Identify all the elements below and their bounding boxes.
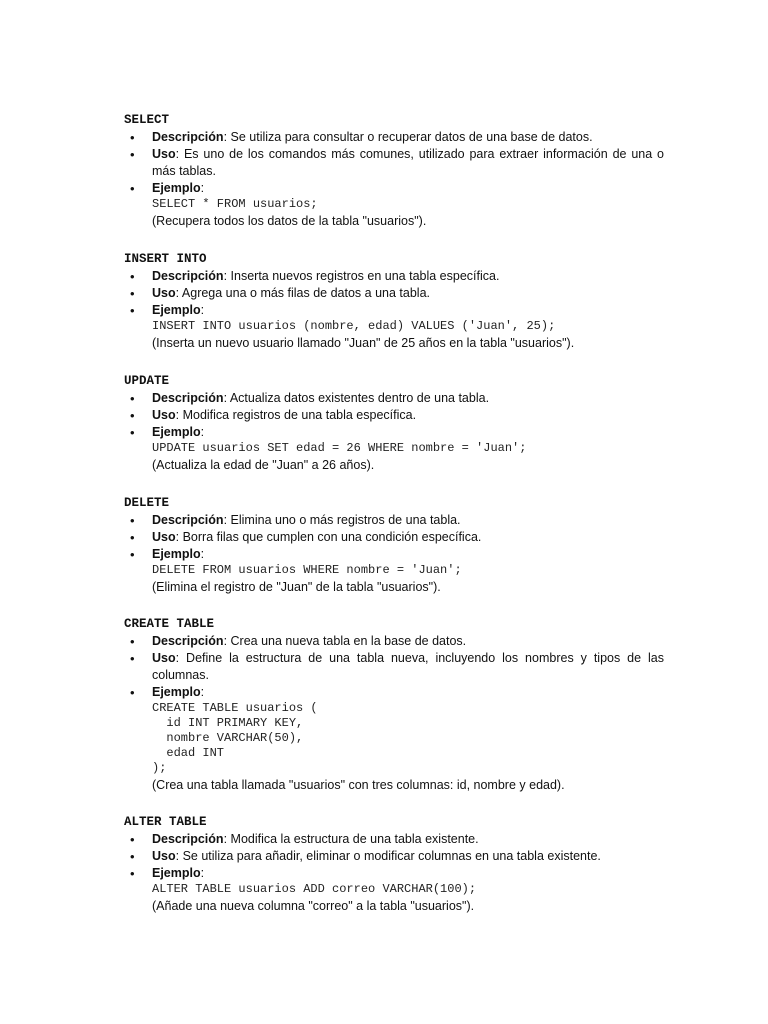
example-note: (Inserta un nuevo usuario llamado "Juan" de 25 años en la tabla "usuarios"). <box>152 336 575 350</box>
description-label: Descripción <box>152 832 224 846</box>
usage-label: Uso <box>152 147 176 161</box>
colon: : <box>223 513 228 527</box>
colon: : <box>223 832 228 846</box>
section-select <box>124 112 664 230</box>
colon: : <box>223 634 228 648</box>
command-heading: CREATE TABLE <box>124 617 215 631</box>
description-text: Inserta nuevos registros en una tabla específica. <box>230 269 500 283</box>
usage-item <box>124 407 664 424</box>
description-text: Actualiza datos existentes dentro de una tabla. <box>229 391 490 405</box>
description-item <box>124 633 664 650</box>
bullet-icon: • <box>130 832 135 847</box>
description-text: Elimina uno o más registros de una tabla. <box>230 513 461 527</box>
colon: : <box>200 547 205 561</box>
description-label: Descripción <box>152 634 224 648</box>
code-line: SELECT * FROM usuarios; <box>152 197 318 211</box>
description-item <box>124 512 664 529</box>
bullet-icon: • <box>130 303 135 318</box>
bullet-icon: • <box>130 634 135 649</box>
usage-item <box>124 650 664 684</box>
colon: : <box>223 130 228 144</box>
bullet-icon: • <box>130 547 135 562</box>
example-label: Ejemplo <box>152 181 201 195</box>
example-label: Ejemplo <box>152 866 201 880</box>
command-heading: DELETE <box>124 496 170 510</box>
usage-label: Uso <box>152 849 176 863</box>
section-delete <box>124 495 664 596</box>
example-item <box>124 302 664 319</box>
example-note: (Crea una tabla llamada "usuarios" con tres columnas: id, nombre y edad). <box>152 778 565 792</box>
example-note: (Actualiza la edad de "Juan" a 26 años). <box>152 458 375 472</box>
code-line: ALTER TABLE usuarios ADD correo VARCHAR(100); <box>152 882 477 896</box>
description-label: Descripción <box>152 130 224 144</box>
example-item <box>124 180 664 197</box>
usage-item <box>124 146 664 180</box>
example-body <box>124 319 664 352</box>
bullet-icon: • <box>130 866 135 881</box>
example-item <box>124 424 664 441</box>
bullet-icon: • <box>130 391 135 406</box>
colon: : <box>223 269 228 283</box>
example-body <box>124 197 664 230</box>
usage-text: Es uno de los comandos más comunes, utilizado para extraer información de una o más tablas. <box>152 147 664 178</box>
colon: : <box>175 651 180 665</box>
example-body <box>124 441 664 474</box>
example-item <box>124 865 664 882</box>
usage-label: Uso <box>152 408 176 422</box>
colon: : <box>200 181 205 195</box>
colon: : <box>200 425 205 439</box>
code-line: nombre VARCHAR(50), <box>152 731 304 745</box>
example-note: (Recupera todos los datos de la tabla "usuarios"). <box>152 214 427 228</box>
section-update <box>124 373 664 474</box>
bullet-icon: • <box>130 147 135 162</box>
usage-item <box>124 529 664 546</box>
code-line: UPDATE usuarios SET edad = 26 WHERE nombre = 'Juan'; <box>152 441 527 455</box>
usage-label: Uso <box>152 651 176 665</box>
command-heading: UPDATE <box>124 374 170 388</box>
code-line: CREATE TABLE usuarios ( <box>152 701 318 715</box>
colon: : <box>175 849 180 863</box>
usage-text: Modifica registros de una tabla específica. <box>182 408 417 422</box>
bullet-icon: • <box>130 130 135 145</box>
colon: : <box>175 408 180 422</box>
colon: : <box>223 391 228 405</box>
bullet-icon: • <box>130 513 135 528</box>
example-item <box>124 684 664 701</box>
code-line: ); <box>152 761 167 775</box>
description-label: Descripción <box>152 391 224 405</box>
usage-item <box>124 848 664 865</box>
colon: : <box>200 685 205 699</box>
bullet-icon: • <box>130 181 135 196</box>
example-note: (Elimina el registro de "Juan" de la tabla "usuarios"). <box>152 580 441 594</box>
bullet-icon: • <box>130 530 135 545</box>
section-alter-table <box>124 814 664 915</box>
description-item <box>124 390 664 407</box>
description-item <box>124 129 664 146</box>
section-create-table <box>124 616 664 794</box>
description-text: Modifica la estructura de una tabla existente. <box>230 832 479 846</box>
description-item <box>124 268 664 285</box>
example-body <box>124 563 664 596</box>
bullet-icon: • <box>130 425 135 440</box>
example-label: Ejemplo <box>152 547 201 561</box>
example-label: Ejemplo <box>152 685 201 699</box>
usage-text: Se utiliza para añadir, eliminar o modificar columnas en una tabla existente. <box>182 849 601 863</box>
usage-text: Define la estructura de una tabla nueva, incluyendo los nombres y tipos de las columnas. <box>152 651 664 682</box>
command-heading: ALTER TABLE <box>124 815 207 829</box>
usage-item <box>124 285 664 302</box>
example-item <box>124 546 664 563</box>
bullet-icon: • <box>130 286 135 301</box>
bullet-icon: • <box>130 651 135 666</box>
bullet-icon: • <box>130 269 135 284</box>
colon: : <box>175 147 180 161</box>
description-item <box>124 831 664 848</box>
bullet-icon: • <box>130 849 135 864</box>
usage-label: Uso <box>152 530 176 544</box>
example-label: Ejemplo <box>152 303 201 317</box>
description-label: Descripción <box>152 269 224 283</box>
bullet-icon: • <box>130 408 135 423</box>
section-insert-into <box>124 251 664 352</box>
code-line: INSERT INTO usuarios (nombre, edad) VALUES ('Juan', 25); <box>152 319 556 333</box>
colon: : <box>175 530 180 544</box>
bullet-icon: • <box>130 685 135 700</box>
code-line: id INT PRIMARY KEY, <box>152 716 304 730</box>
colon: : <box>200 303 205 317</box>
usage-text: Borra filas que cumplen con una condición específica. <box>182 530 482 544</box>
colon: : <box>200 866 205 880</box>
command-heading: INSERT INTO <box>124 252 207 266</box>
example-body <box>124 882 664 915</box>
description-text: Crea una nueva tabla en la base de datos. <box>230 634 467 648</box>
usage-text: Agrega una o más filas de datos a una tabla. <box>181 286 430 300</box>
command-heading: SELECT <box>124 113 170 127</box>
code-line: DELETE FROM usuarios WHERE nombre = 'Juan'; <box>152 563 462 577</box>
example-label: Ejemplo <box>152 425 201 439</box>
description-label: Descripción <box>152 513 224 527</box>
code-line: edad INT <box>152 746 225 760</box>
usage-label: Uso <box>152 286 176 300</box>
colon: : <box>175 286 180 300</box>
description-text: Se utiliza para consultar o recuperar datos de una base de datos. <box>230 130 593 144</box>
example-note: (Añade una nueva columna "correo" a la tabla "usuarios"). <box>152 899 475 913</box>
example-body <box>124 701 664 794</box>
